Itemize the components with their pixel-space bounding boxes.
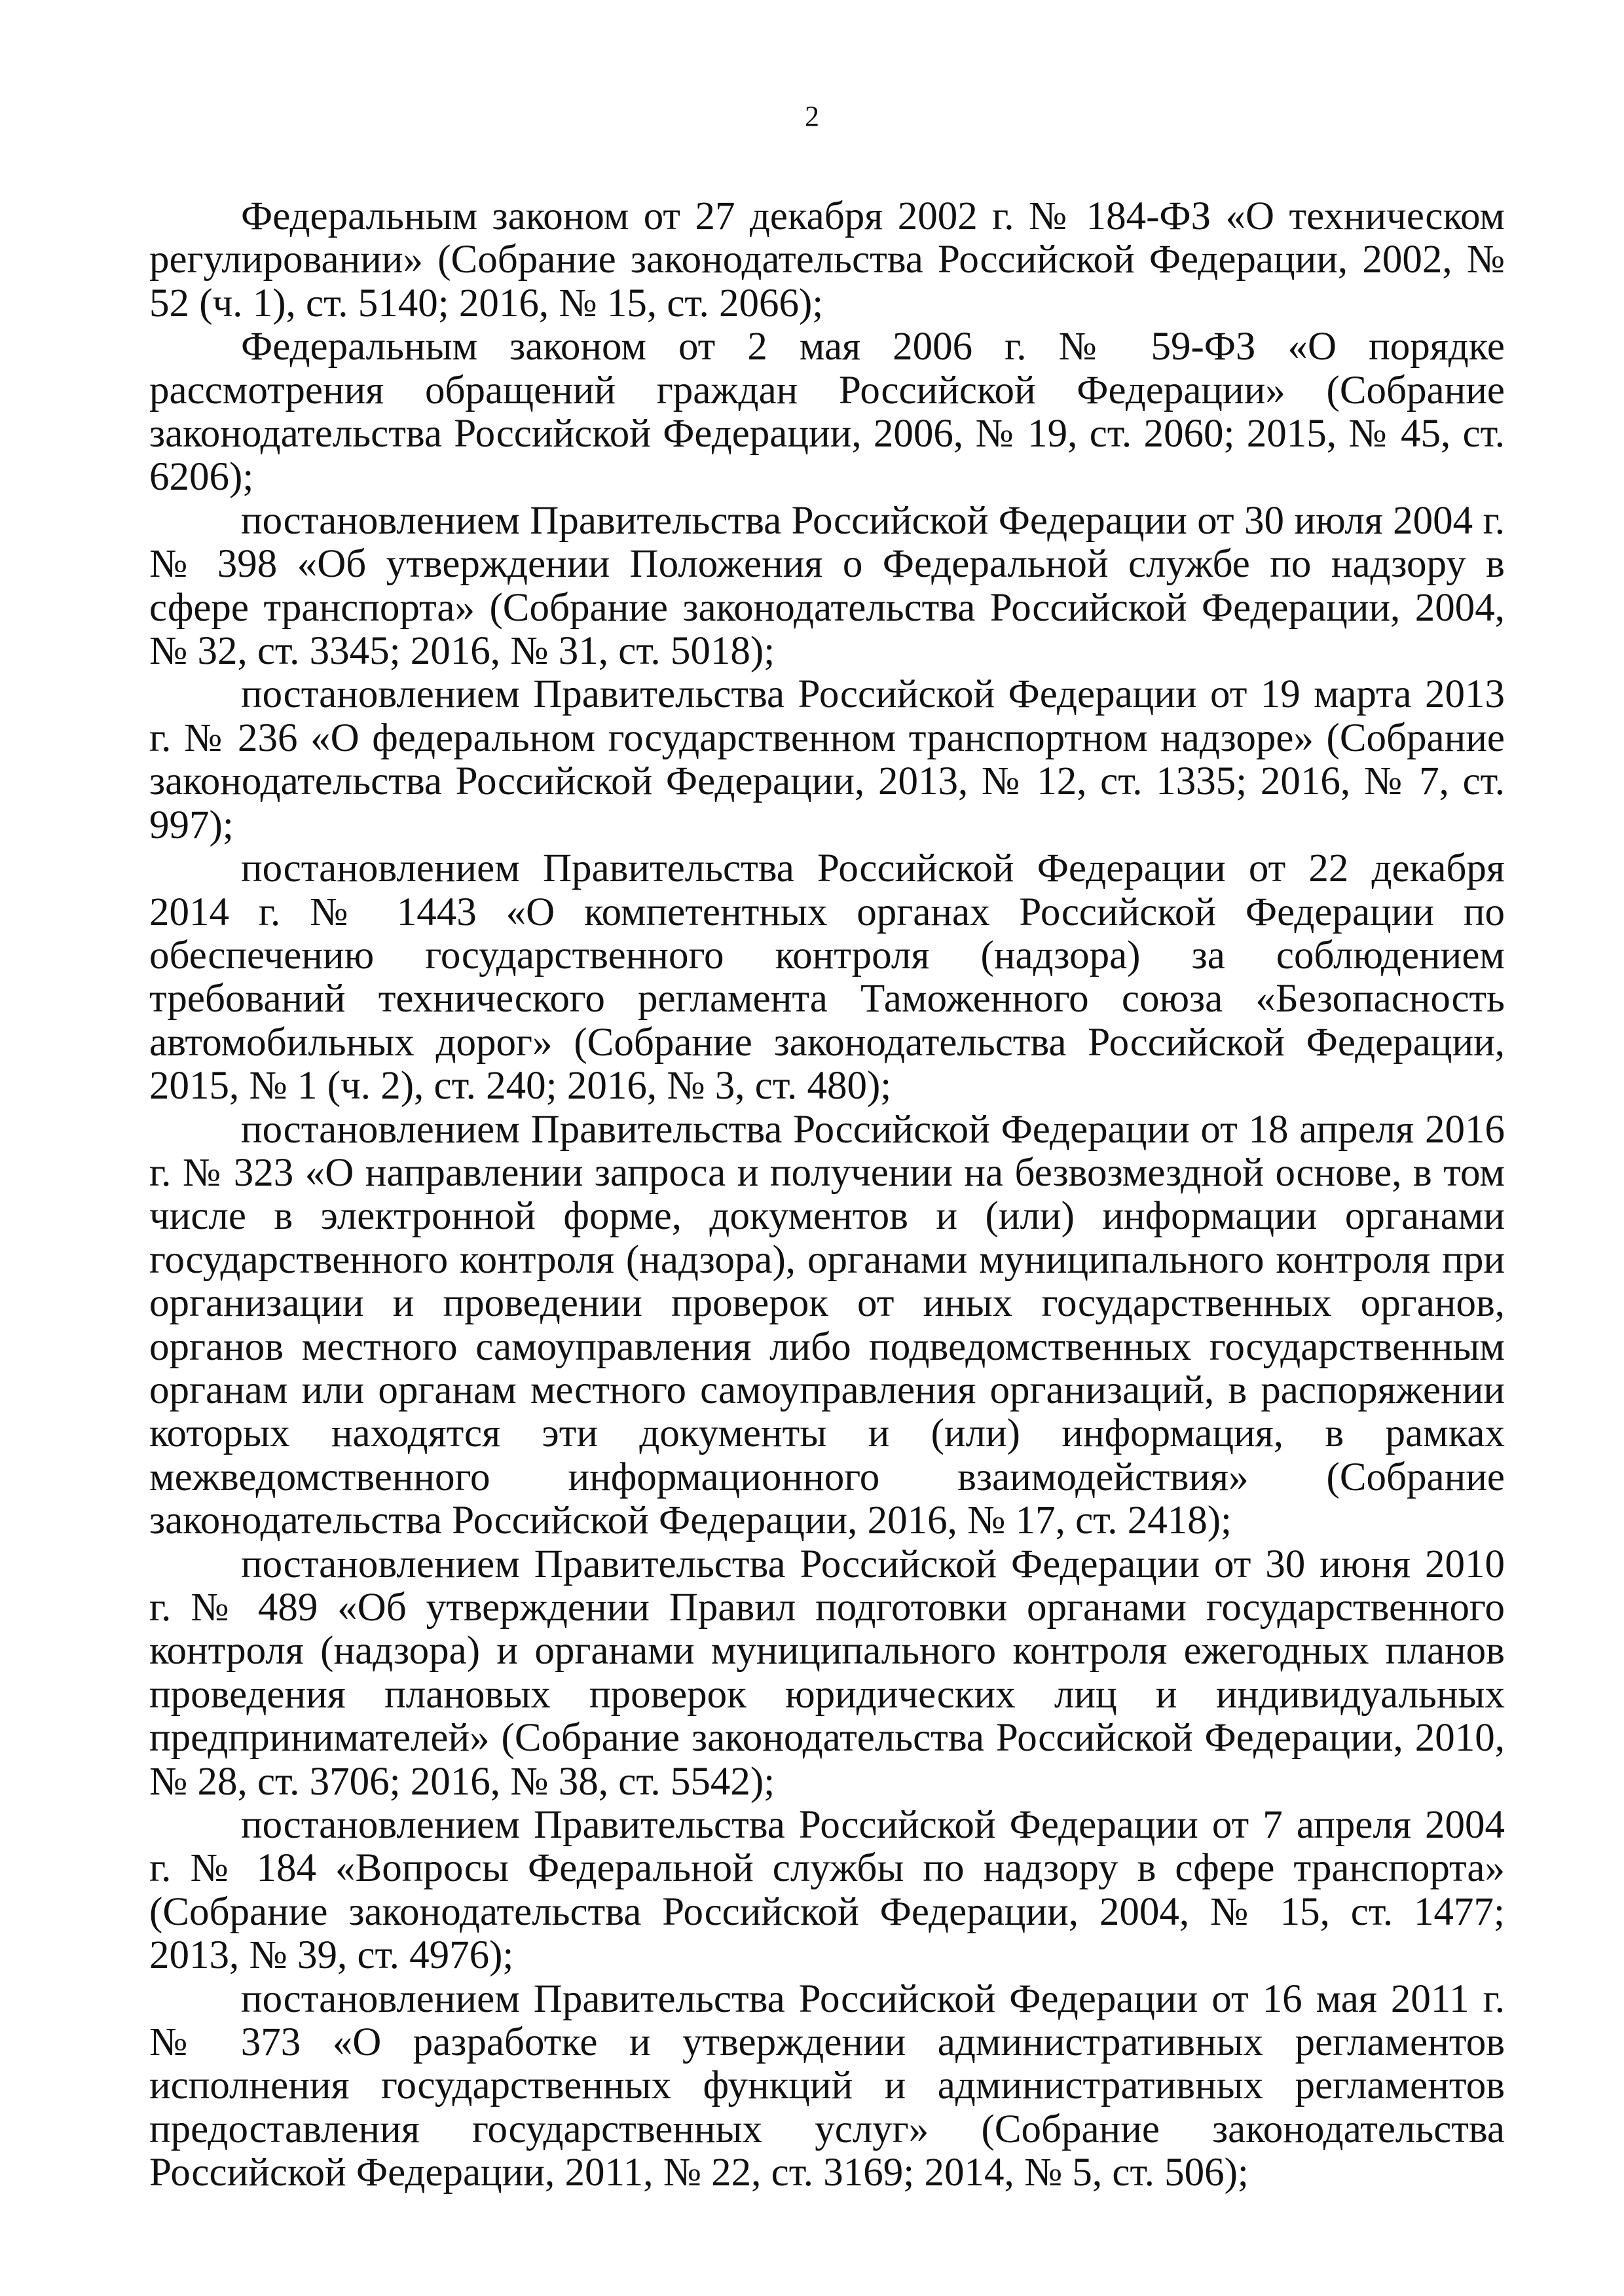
- paragraph-resolution-1443: постановлением Правительства Российской Федерации от 22 декабря 2014 г. № 1443 «О компетентных органах Российской Федерации по обеспечению государственного контроля (надзора) за соблюдением требований технического регламента Таможенного союза «Безопасность автомобильных дорог» (Собрание законодательства Российской Федерации, 2015, № 1 (ч. 2), ст. 240; 2016, № 3, ст. 480);: [149, 847, 1505, 1108]
- paragraph-resolution-398: постановлением Правительства Российской Федерации от 30 июля 2004 г. № 398 «Об утверждении Положения о Федеральной службе по надзору в сфере транспорта» (Собрание законодательства Российской Федерации, 2004, № 32, ст. 3345; 2016, № 31, ст. 5018);: [149, 498, 1505, 674]
- paragraph-resolution-236: постановлением Правительства Российской Федерации от 19 марта 2013 г. № 236 «О федеральном государственном транспортном надзоре» (Собрание законодательства Российской Федерации, 2013, № 12, ст. 1335; 2016, № 7, ст. 997);: [149, 672, 1505, 847]
- paragraph-resolution-373: постановлением Правительства Российской Федерации от 16 мая 2011 г. № 373 «О разработке и утверждении административных регламентов исполнения государственных функций и административных регламентов предоставления государственных услуг» (Собрание законодательства Российской Федерации, 2011, № 22, ст. 3169; 2014, № 5, ст. 506);: [149, 1977, 1505, 2195]
- paragraph-184-fz: Федеральным законом от 27 декабря 2002 г. № 184-ФЗ «О техническом регулировании» (Собрание законодательства Российской Федерации, 2002, № 52 (ч. 1), ст. 5140; 2016, № 15, ст. 2066);: [149, 194, 1505, 325]
- paragraph-59-fz: Федеральным законом от 2 мая 2006 г. № 59-ФЗ «О порядке рассмотрения обращений граждан Российской Федерации» (Собрание законодательства Российской Федерации, 2006, № 19, ст. 2060; 2015, № 45, ст. 6206);: [149, 325, 1505, 500]
- document-body: [149, 195, 1505, 2195]
- paragraph-resolution-489: постановлением Правительства Российской Федерации от 30 июня 2010 г. № 489 «Об утверждении Правил подготовки органами государственного контроля (надзора) и органами муниципального контроля ежегодных планов проведения плановых проверок юридических лиц и индивидуальных предпринимателей» (Собрание законодательства Российской Федерации, 2010, № 28, ст. 3706; 2016, № 38, ст. 5542);: [149, 1542, 1505, 1804]
- paragraph-resolution-184: постановлением Правительства Российской Федерации от 7 апреля 2004 г. № 184 «Вопросы Федеральной службы по надзору в сфере транспорта» (Собрание законодательства Российской Федерации, 2004, № 15, ст. 1477; 2013, № 39, ст. 4976);: [149, 1803, 1505, 1978]
- page-number: 2: [805, 100, 819, 132]
- paragraph-resolution-323: постановлением Правительства Российской Федерации от 18 апреля 2016 г. № 323 «О направлении запроса и получении на безвозмездной основе, в том числе в электронной форме, документов и (или) информации органами государственного контроля (надзора), органами муниципального контроля при организации и проведении проверок от иных государственных органов, органов местного самоуправления либо подведомственных государственным органам или органам местного самоуправления организаций, в распоряжении которых находятся эти документы и (или) информация, в рамках межведомственного информационного взаимодействия» (Собрание законодательства Российской Федерации, 2016, № 17, ст. 2418);: [149, 1107, 1505, 1543]
